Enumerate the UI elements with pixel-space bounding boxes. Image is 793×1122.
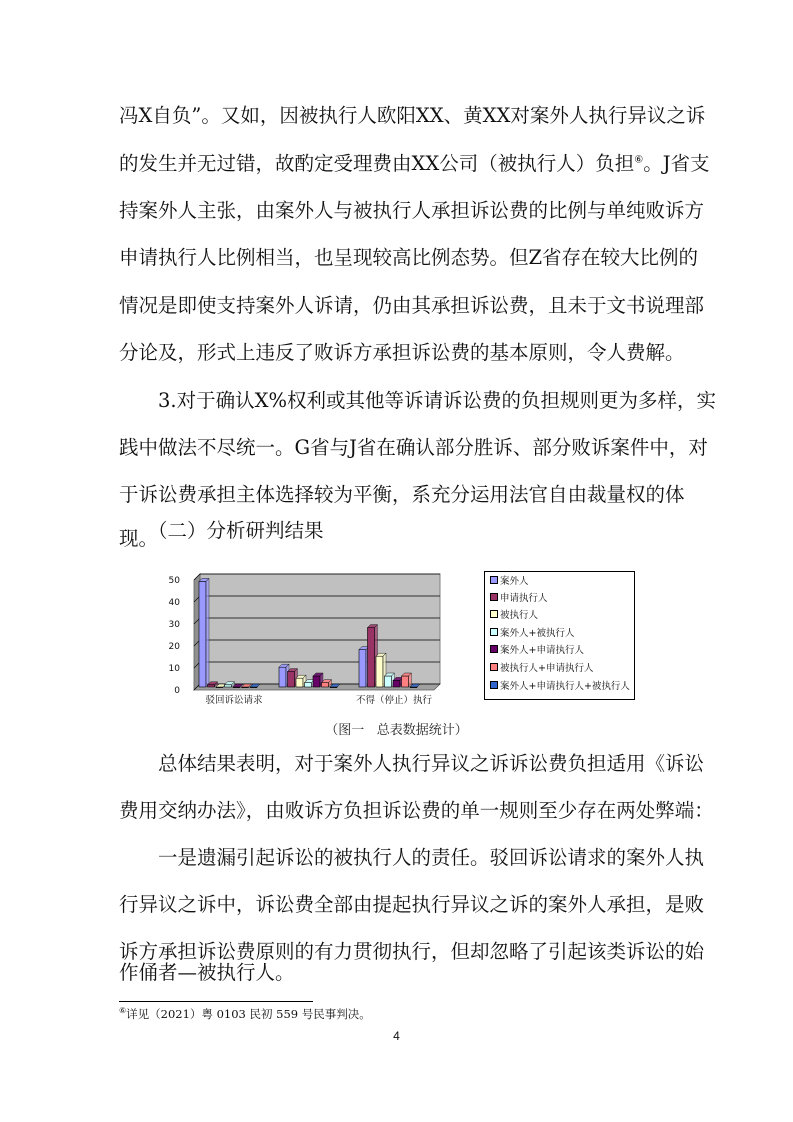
footnote-reference[interactable]: ⑥ <box>634 154 644 166</box>
paragraph-line <box>119 149 710 179</box>
footnote-mark: ⑥ <box>119 1006 127 1016</box>
legend-item <box>490 592 548 606</box>
footnote-divider <box>119 1001 313 1002</box>
paragraph-line: 一是遗漏引起诉讼的被执行人的责任。驳回诉讼请求的案外人执 <box>158 846 705 869</box>
bar <box>296 678 303 687</box>
paragraph-line: 3.对于确认X%权利或其他等诉请诉讼费的负担规则更为多样，实 <box>158 389 717 412</box>
paragraph-text: 。J省支 <box>643 152 710 175</box>
legend-label: 被执行人 <box>500 610 539 621</box>
legend-swatch <box>490 645 498 653</box>
legend-label: 被执行人+申请执行人 <box>500 663 594 674</box>
bar <box>208 685 215 687</box>
legend-item <box>490 627 574 641</box>
legend-swatch <box>490 576 498 584</box>
chart-legend <box>484 571 635 700</box>
y-tick-label: 0 <box>174 686 180 696</box>
legend-item <box>490 644 584 658</box>
paragraph-line: 行异议之诉中，诉讼费全部由提起执行异议之诉的案外人承担，是败 <box>119 893 705 916</box>
bar <box>385 676 392 687</box>
plot-area <box>200 574 440 684</box>
bar <box>402 676 409 687</box>
bar <box>305 683 312 687</box>
legend-item <box>490 575 529 589</box>
y-tick-label: 50 <box>168 576 180 586</box>
legend-label: 案外人+被执行人 <box>500 628 575 639</box>
bar <box>313 676 320 687</box>
paragraph-line: 践中做法不尽统一。G省与J省在确认部分胜诉、部分败诉案件中，对 <box>119 436 708 459</box>
legend-swatch <box>490 610 498 618</box>
paragraph-line: 作俑者—被执行人。 <box>119 961 295 984</box>
legend-swatch <box>490 593 498 601</box>
bar <box>288 672 295 687</box>
bar <box>393 680 400 687</box>
bar-side <box>206 578 209 687</box>
figure-caption: （图一 总表数据统计） <box>325 723 468 738</box>
bar-chart <box>160 566 445 706</box>
x-category-label: 驳回诉讼请求 <box>205 695 263 706</box>
paragraph-line: 总体结果表明，对于案外人执行异议之诉诉讼费负担适用《诉讼 <box>158 752 705 775</box>
paragraph-line: 冯X自负”。又如，因被执行人欧阳XX、黄XX对案外人执行异议之诉 <box>119 104 706 127</box>
bar <box>199 581 206 687</box>
paragraph-line: 申请执行人比例相当，也呈现较高比例态势。但Z省存在较大比例的 <box>119 246 699 269</box>
footnote-text: 详见（2021）粤 0103 民初 559 号民事判决。 <box>126 1007 371 1021</box>
legend-item <box>490 609 538 623</box>
paragraph-line: 持案外人主张，由案外人与被执行人承担诉讼费的比例与单纯败诉方 <box>119 199 705 222</box>
y-tick-label: 40 <box>168 598 180 608</box>
legend-item <box>490 662 593 676</box>
paragraph-line: 情况是即使支持案外人诉请，仍由其承担诉讼费，且未于文书说理部 <box>119 294 705 317</box>
bar <box>368 628 375 687</box>
footnote <box>119 1006 371 1022</box>
paragraph-line: 分论及，形式上违反了败诉方承担诉讼费的基本原则，令人费解。 <box>119 341 685 364</box>
legend-label: 案外人+申请执行人 <box>500 645 584 656</box>
paragraph-line: 现。 <box>119 527 159 550</box>
paragraph-line: 于诉讼费承担主体选择较为平衡，系充分运用法官自由裁量权的体 <box>119 483 685 506</box>
legend-swatch <box>490 628 498 636</box>
page-number: 4 <box>393 1029 400 1043</box>
legend-label: 案外人 <box>500 576 529 587</box>
y-tick-label: 20 <box>168 642 180 652</box>
legend-label: 案外人+申请执行人+被执行人 <box>500 681 630 692</box>
legend-swatch <box>490 681 498 689</box>
bar <box>322 683 329 687</box>
y-tick-label: 30 <box>168 620 180 630</box>
legend-item <box>490 680 630 694</box>
y-tick-label: 10 <box>168 664 180 674</box>
paragraph-line: 诉方承担诉讼费原则的有力贯彻执行，但却忽略了引起该类诉讼的始 <box>119 940 705 963</box>
x-category-label: 不得（停止）执行 <box>355 695 433 706</box>
legend-swatch <box>490 663 498 671</box>
bar <box>279 667 286 687</box>
bar <box>376 656 383 687</box>
paragraph-text: 的发生并无过错，故酌定受理费由XX公司（被执行人）负担 <box>119 152 635 175</box>
legend-label: 申请执行人 <box>500 593 548 604</box>
bar <box>359 650 366 687</box>
section-heading: （二）分析研判结果 <box>148 519 324 542</box>
bar <box>225 685 232 687</box>
paragraph-line: 费用交纳办法》，由败诉方负担诉讼费的单一规则至少存在两处弊端： <box>119 799 714 822</box>
